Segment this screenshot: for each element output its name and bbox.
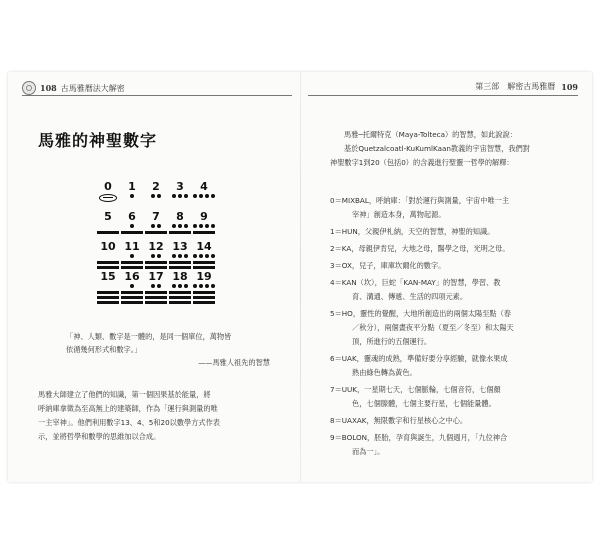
list-item-line: ／秋分），兩個晝夜平分點（夏至／冬至）和太陽天	[352, 323, 514, 332]
bar-icon	[97, 301, 119, 304]
numeral-label: 13	[172, 240, 188, 253]
numeral-dots	[120, 284, 144, 289]
numeral-label: 15	[100, 270, 116, 283]
right-running-header	[475, 81, 578, 92]
numeral-glyph	[168, 194, 192, 201]
shell-zero-icon	[99, 194, 117, 202]
numeral-dots	[120, 194, 144, 199]
numeral-dots	[144, 254, 168, 259]
dot-icon	[211, 254, 215, 258]
numeral-dots	[144, 284, 168, 289]
bar-icon	[193, 266, 215, 269]
bar-icon	[121, 291, 143, 294]
quote-line: 「神、人類、數字是一體的，是同一個單位，萬物皆	[66, 332, 232, 341]
numeral-dots	[168, 194, 192, 199]
numeral-dots	[144, 194, 168, 199]
list-item	[330, 225, 570, 239]
dot-icon	[184, 194, 188, 198]
numeral-dots	[192, 284, 216, 289]
dot-icon	[193, 254, 197, 258]
left-header-rule	[22, 95, 292, 96]
dot-icon	[184, 284, 188, 288]
numeral-glyph	[168, 224, 192, 236]
numeral-label: 8	[176, 210, 184, 223]
dot-icon	[211, 284, 215, 288]
dot-icon	[199, 284, 203, 288]
book-spread	[8, 72, 592, 482]
numeral-label: 9	[200, 210, 208, 223]
list-item-line: 8＝UAXAK，無限數字和行星核心之中心。	[330, 416, 468, 425]
numeral-glyph	[120, 254, 144, 271]
bar-icon	[121, 296, 143, 299]
list-item-line: 7＝UUK，一星期七天，七個脈輪，七個音符，七個顏	[330, 385, 501, 394]
dot-icon	[178, 224, 182, 228]
dot-icon	[193, 224, 197, 228]
bar-icon	[121, 261, 143, 264]
bar-icon	[97, 261, 119, 264]
right-intro-paragraph	[330, 128, 568, 170]
body-line: 呼納庫拿徵為至高無上的建築師，作為「運行與測量的唯	[38, 404, 218, 413]
dot-icon	[151, 284, 155, 288]
bar-icon	[169, 261, 191, 264]
numeral-glyph	[120, 194, 144, 201]
numeral-glyph	[96, 284, 120, 306]
list-item-line: 頂，所進行的五個運行。	[352, 337, 432, 346]
numeral-glyph	[120, 284, 144, 306]
list-item-line: 5＝HO，靈性的覺醒，大地所創造出的兩個太陽至點（春	[330, 309, 511, 318]
numeral-dots	[120, 254, 144, 259]
numeral-dots	[168, 284, 192, 289]
left-running-header	[22, 81, 125, 95]
list-item-line: 宰神」創造本身，萬物起源。	[352, 210, 446, 219]
bar-icon	[121, 266, 143, 269]
dot-icon	[130, 284, 134, 288]
intro-line: 基於Quetzalcoatl-KuKumlKaan教義的宇宙智慧，我們對	[344, 144, 530, 153]
dot-icon	[130, 194, 134, 198]
bar-icon	[169, 296, 191, 299]
bar-icon	[121, 231, 143, 234]
numeral-dots	[192, 194, 216, 199]
dot-icon	[130, 224, 134, 228]
list-item-line: 3＝OX，兒子，庫庫坎爾化的數字。	[330, 261, 446, 270]
book-gutter	[300, 72, 301, 482]
numeral-dots	[192, 224, 216, 229]
list-item-line: 育、溝通、傳遞、生活的四項元素。	[352, 292, 468, 301]
dot-icon	[172, 224, 176, 228]
numeral-label: 6	[128, 210, 136, 223]
list-item-line: 4＝KAN（坎），巨蛇「KAN-MAY」的智慧，學習、教	[330, 278, 501, 287]
book-logo-icon	[22, 81, 36, 95]
intro-line: 神聖數字1到20（包括0）的含義進行聖靈一哲學的解釋：	[330, 158, 514, 167]
numeral-label: 2	[152, 180, 160, 193]
list-item-line: 1＝HUN，父親伊札納，天空的智慧，神聖的知識。	[330, 227, 495, 236]
bar-icon	[97, 296, 119, 299]
dot-icon	[157, 284, 161, 288]
numeral-glyph	[144, 254, 168, 271]
maya-numeral-17	[144, 270, 168, 308]
numeral-glyph	[168, 284, 192, 306]
numeral-glyph	[168, 254, 192, 271]
left-header-title: 古馬雅曆法大解密	[60, 83, 125, 93]
numeral-label: 10	[100, 240, 116, 253]
list-item	[330, 242, 570, 256]
dot-icon	[205, 284, 209, 288]
dot-icon	[172, 254, 176, 258]
numeral-label: 14	[196, 240, 212, 253]
bar-icon	[97, 231, 119, 234]
bar-icon	[193, 291, 215, 294]
bar-icon	[121, 301, 143, 304]
bar-icon	[169, 266, 191, 269]
dot-icon	[184, 224, 188, 228]
quote-line: 依循幾何形式和數字。」	[66, 345, 142, 354]
dot-icon	[130, 254, 134, 258]
page-title: 馬雅的神聖數字	[38, 131, 158, 150]
numeral-label: 19	[196, 270, 212, 283]
numeral-glyph	[120, 224, 144, 236]
list-item-line: 6＝UAK，靈魂的成熟，準備好要分享經驗，就像水果成	[330, 354, 508, 363]
numeral-label: 11	[124, 240, 140, 253]
dot-icon	[184, 254, 188, 258]
dot-icon	[199, 194, 203, 198]
list-item-line: 熟由綠色轉為黃色。	[352, 368, 417, 377]
numbers-meaning-list	[330, 194, 570, 462]
dot-icon	[151, 224, 155, 228]
numeral-dots	[168, 224, 192, 229]
dot-icon	[178, 284, 182, 288]
list-item	[330, 259, 570, 273]
right-header-title: 第三部 解密古馬雅曆	[475, 82, 556, 91]
numeral-label: 16	[124, 270, 140, 283]
dot-icon	[157, 254, 161, 258]
bar-icon	[145, 231, 167, 234]
numeral-glyph	[96, 254, 120, 271]
numeral-dots	[120, 224, 144, 229]
list-item	[330, 276, 570, 304]
bar-icon	[97, 291, 119, 294]
bar-icon	[145, 261, 167, 264]
dot-icon	[172, 284, 176, 288]
left-body-paragraph	[38, 388, 278, 444]
bar-icon	[169, 291, 191, 294]
bar-icon	[193, 261, 215, 264]
body-line: 一主宰神」。他們利用數字13、4、5和20以數學方式作表	[38, 418, 220, 427]
numeral-glyph	[96, 224, 120, 236]
dot-icon	[199, 224, 203, 228]
list-item	[330, 383, 570, 411]
numeral-glyph	[144, 194, 168, 201]
numeral-glyph	[192, 254, 216, 271]
maya-numeral-18	[168, 270, 192, 308]
numeral-glyph	[192, 194, 216, 201]
list-item-line: 2＝KA，母親伊肯兒，大地之母，醫學之母，光明之母。	[330, 244, 510, 253]
numeral-dots	[192, 254, 216, 259]
dot-icon	[193, 284, 197, 288]
dot-icon	[205, 254, 209, 258]
numeral-glyph	[96, 194, 120, 202]
numeral-dots	[144, 224, 168, 229]
list-item-line: 0＝MIXBAL，呼納庫：「對於運行與測量，宇宙中唯一主	[330, 196, 510, 205]
list-item-line: 而為一」。	[352, 447, 385, 456]
left-page-number: 108	[40, 83, 57, 93]
list-item-line: 色，七個腺體，七個主要行星，七個能量體。	[352, 399, 496, 408]
maya-numeral-19	[192, 270, 216, 308]
bar-icon	[169, 301, 191, 304]
numeral-label: 7	[152, 210, 160, 223]
numeral-glyph	[144, 284, 168, 306]
numeral-glyph	[192, 284, 216, 306]
bar-icon	[193, 301, 215, 304]
numeral-label: 0	[104, 180, 112, 193]
bar-icon	[145, 296, 167, 299]
bar-icon	[169, 231, 191, 234]
bar-icon	[193, 231, 215, 234]
numeral-glyph	[192, 224, 216, 236]
right-header-rule	[308, 95, 578, 96]
quote-attribution: ——馬雅人祖先的智慧	[198, 358, 270, 367]
dot-icon	[205, 194, 209, 198]
bar-icon	[145, 301, 167, 304]
list-item	[330, 431, 570, 459]
bar-icon	[145, 291, 167, 294]
numeral-label: 18	[172, 270, 188, 283]
dot-icon	[211, 194, 215, 198]
numeral-label: 3	[176, 180, 184, 193]
bar-icon	[193, 296, 215, 299]
maya-numerals-figure	[96, 180, 216, 300]
list-item	[330, 414, 570, 428]
bar-icon	[97, 266, 119, 269]
bar-icon	[145, 266, 167, 269]
dot-icon	[172, 194, 176, 198]
dot-icon	[151, 194, 155, 198]
numeral-label: 1	[128, 180, 136, 193]
dot-icon	[157, 224, 161, 228]
dot-icon	[178, 194, 182, 198]
numeral-label: 12	[148, 240, 164, 253]
list-item-line: 9＝BOLON，胚胎，孕育與誕生，九個週月，「九位神合	[330, 433, 508, 442]
list-item	[330, 194, 570, 222]
list-item	[330, 307, 570, 349]
maya-numeral-15	[96, 270, 120, 308]
body-line: 馬雅大師建立了他們的知識，第一個因果基於能量，將	[38, 390, 211, 399]
numeral-label: 17	[148, 270, 164, 283]
dot-icon	[178, 254, 182, 258]
list-item	[330, 352, 570, 380]
numeral-glyph	[144, 224, 168, 236]
dot-icon	[151, 254, 155, 258]
maya-numeral-16	[120, 270, 144, 308]
dot-icon	[193, 194, 197, 198]
numeral-dots	[168, 254, 192, 259]
right-page-number: 109	[561, 81, 578, 92]
intro-line: 馬雅─托爾特克（Maya-Tolteca）的智慧，如此說說：	[344, 130, 517, 139]
dot-icon	[205, 224, 209, 228]
numeral-label: 5	[104, 210, 112, 223]
dot-icon	[157, 194, 161, 198]
numeral-label: 4	[200, 180, 208, 193]
dot-icon	[199, 254, 203, 258]
body-line: 示，並將哲學和數學的思維加以合成。	[38, 432, 161, 441]
quote-block	[66, 330, 266, 356]
dot-icon	[211, 224, 215, 228]
